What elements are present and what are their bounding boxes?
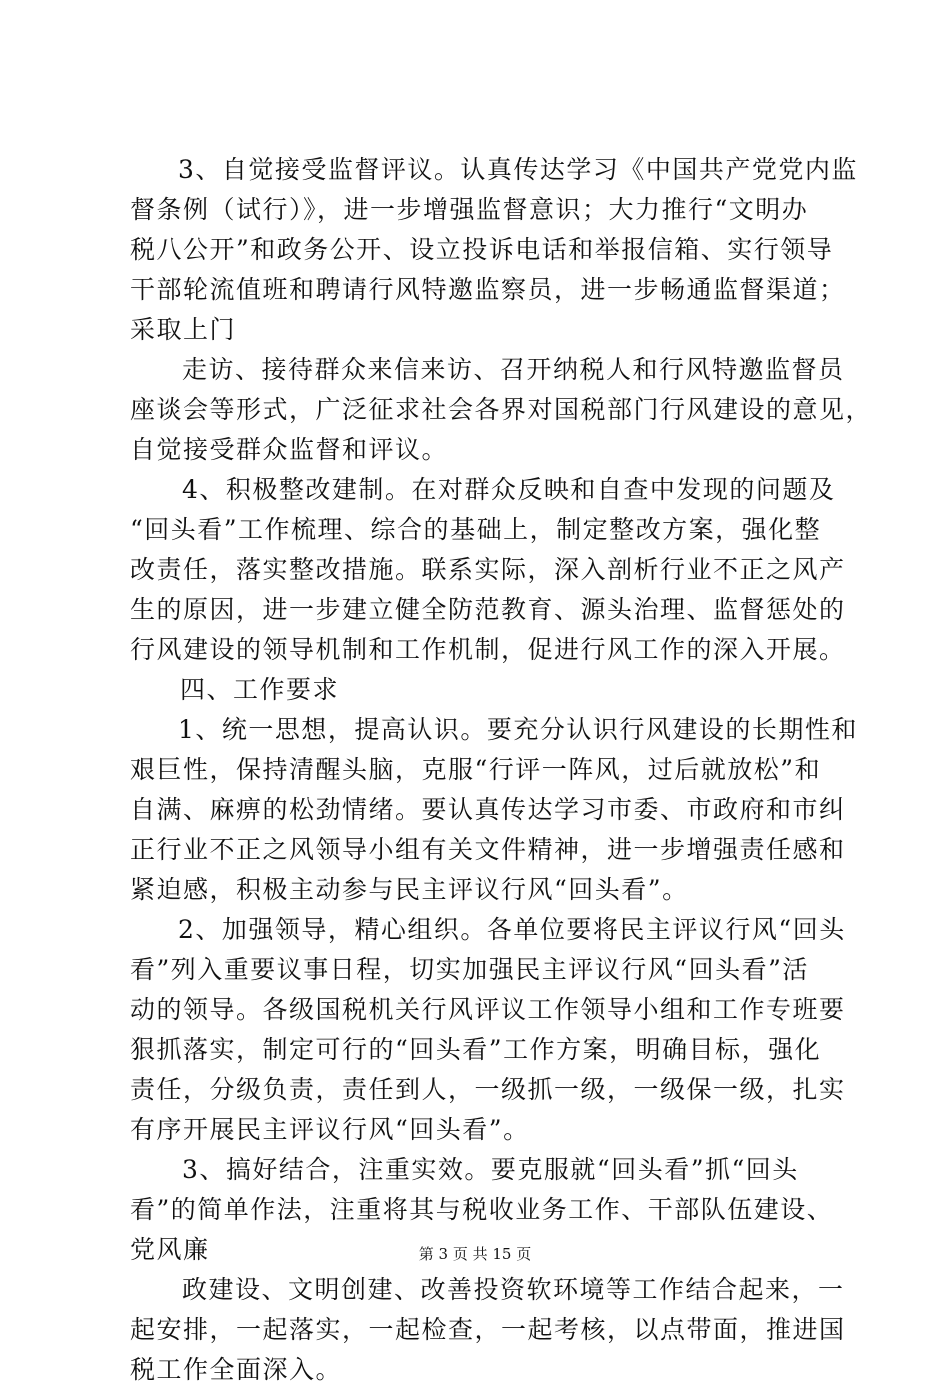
text-line: 自觉接受群众监督和评议。: [130, 435, 449, 464]
text-line: 政建设、文明创建、改善投资软环境等工作结合起来，一: [182, 1275, 845, 1304]
text-line: 2、加强领导，精心组织。各单位要将民主评议行风“回头: [178, 915, 846, 944]
text-line: 看”的简单作法，注重将其与税收业务工作、干部队伍建设、: [130, 1195, 834, 1224]
text-line: 税八公开”和政务公开、设立投诉电话和举报信箱、实行领导: [130, 235, 834, 264]
text-line: 采取上门: [130, 315, 237, 344]
text-line: 艰巨性，保持清醒头脑，克服“行评一阵风，过后就放松”和: [130, 755, 822, 784]
text-line: 1、统一思想，提高认识。要充分认识行风建设的长期性和: [178, 715, 858, 744]
text-line: 看”列入重要议事日程，切实加强民主评议行风“回头看”活: [130, 955, 809, 984]
text-line: 紧迫感，积极主动参与民主评议行风“回头看”。: [130, 875, 689, 904]
text-line: 4、积极整改建制。在对群众反映和自查中发现的问题及: [182, 475, 836, 504]
text-line: 改责任，落实整改措施。联系实际，深入剖析行业不正之风产: [130, 555, 846, 584]
text-line: 税工作全面深入。: [130, 1355, 343, 1384]
text-line: 责任，分级负责，责任到人，一级抓一级，一级保一级，扎实: [130, 1075, 846, 1104]
text-line: 起安排，一起落实，一起检查，一起考核，以点带面，推进国: [130, 1315, 846, 1344]
text-line: 生的原因，进一步建立健全防范教育、源头治理、监督惩处的: [130, 595, 846, 624]
text-line: 3、搞好结合，注重实效。要克服就“回头看”抓“回头: [182, 1155, 799, 1184]
text-line: 督条例（试行）》，进一步增强监督意识；大力推行“文明办: [130, 195, 809, 224]
text-line: 动的领导。各级国税机关行风评议工作领导小组和工作专班要: [130, 995, 846, 1024]
text-line: 狠抓落实，制定可行的“回头看”工作方案，明确目标，强化: [130, 1035, 822, 1064]
text-line: 正行业不正之风领导小组有关文件精神，进一步增强责任感和: [130, 835, 846, 864]
text-line: 党风廉: [130, 1235, 210, 1264]
text-line: 3、自觉接受监督评议。认真传达学习《中国共产党党内监: [178, 155, 858, 184]
text-line: 干部轮流值班和聘请行风特邀监察员，进一步畅通监督渠道；: [130, 275, 846, 304]
section-heading: 四、工作要求: [180, 675, 340, 704]
text-line: “回头看”工作梳理、综合的基础上，制定整改方案，强化整: [130, 515, 822, 544]
page-number-footer: 第 3 页 共 15 页: [418, 1245, 532, 1263]
text-line: 自满、麻痹的松劲情绪。要认真传达学习市委、市政府和市纠: [130, 795, 846, 824]
text-line: 座谈会等形式，广泛征求社会各界对国税部门行风建设的意见，: [130, 395, 873, 424]
text-line: 走访、接待群众来信来访、召开纳税人和行风特邀监督员: [182, 355, 845, 384]
text-line: 有序开展民主评议行风“回头看”。: [130, 1115, 530, 1144]
text-line: 行风建设的领导机制和工作机制，促进行风工作的深入开展。: [130, 635, 846, 664]
